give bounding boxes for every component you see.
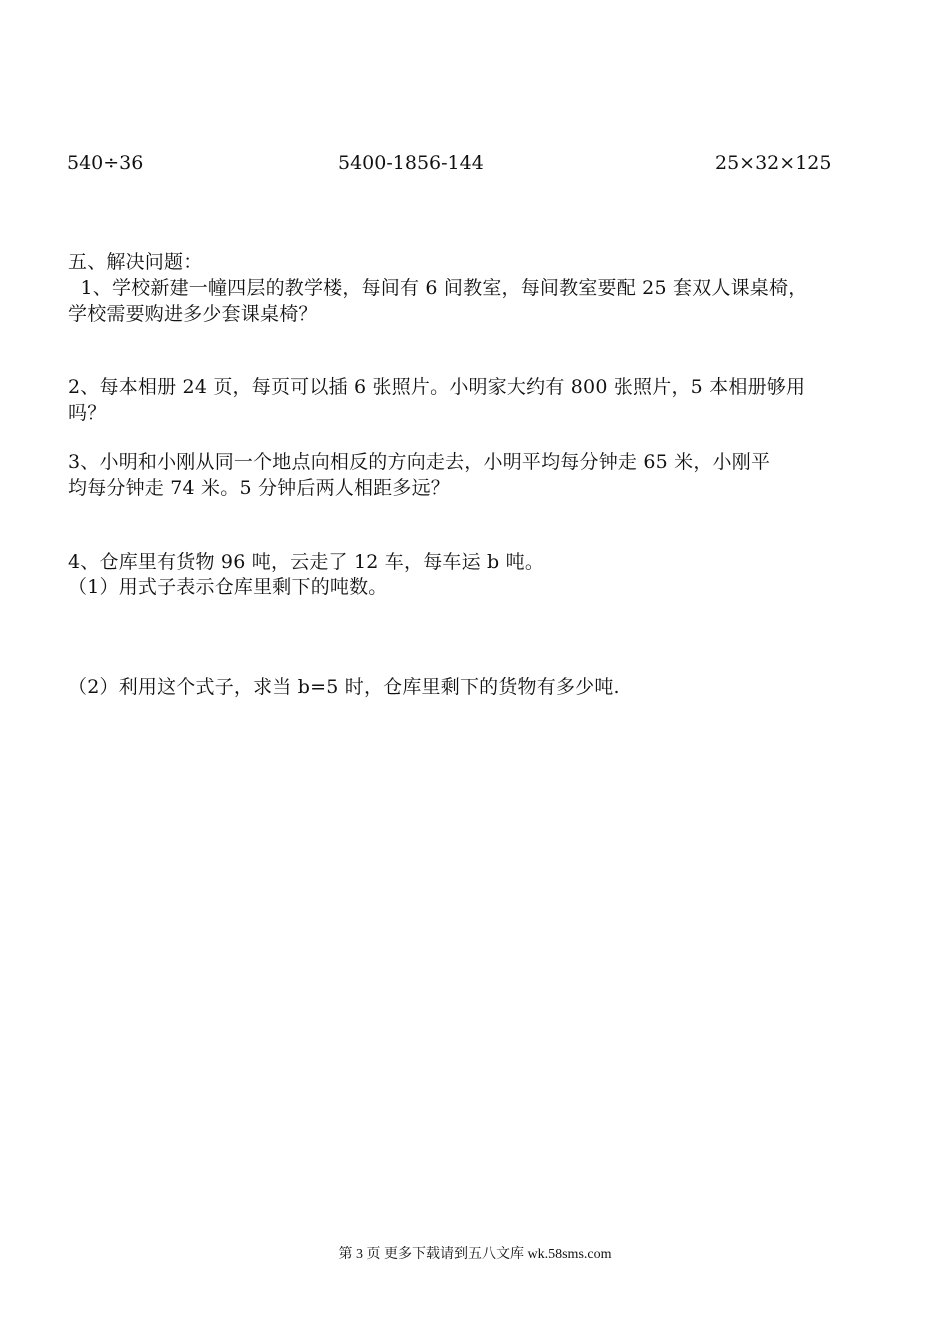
calc-expression-3: 25×32×125 [715,152,832,174]
problem-2-line-2: 吗？ [68,402,107,424]
page-footer: 第 3 页 更多下载请到五八文库 wk.58sms.com [338,1247,612,1262]
problem-4-sub-1: （1）用式子表示仓库里剩下的吨数。 [68,576,388,598]
problem-2-line-1: 2、每本相册 24 页，每页可以插 6 张照片。小明家大约有 800 张照片，5 本相册够用 [68,376,806,398]
problem-4-sub-2: （2）利用这个式子，求当 b=5 时，仓库里剩下的货物有多少吨. [68,676,620,698]
calc-expression-1: 540÷36 [67,152,144,174]
problem-3-line-1: 3、小明和小刚从同一个地点向相反的方向走去，小明平均每分钟走 65 米，小刚平 [68,451,771,473]
problem-4-line-1: 4、仓库里有货物 96 吨，云走了 12 车，每车运 b 吨。 [68,551,545,573]
problem-1-line-2: 学校需要购进多少套课桌椅？ [68,303,318,325]
problem-1-line-1: 1、学校新建一幢四层的教学楼，每间有 6 间教室，每间教室要配 25 套双人课桌椅， [68,277,808,299]
calc-expression-2: 5400-1856-144 [338,152,484,174]
problem-3-line-2: 均每分钟走 74 米。5 分钟后两人相距多远？ [68,477,450,499]
section-heading: 五、解决问题： [68,251,203,273]
